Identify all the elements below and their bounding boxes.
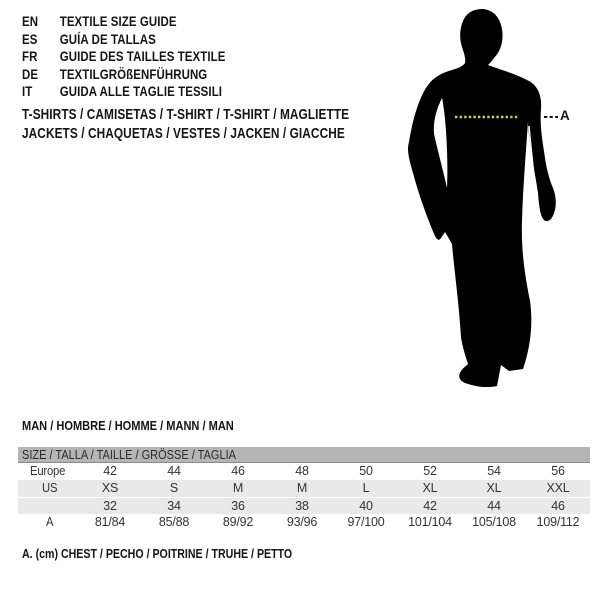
size-value: 44: [487, 499, 501, 513]
size-value: 38: [295, 499, 309, 513]
lang-code: ES: [22, 30, 38, 47]
size-value: 46: [551, 499, 565, 513]
row-label: US: [41, 481, 57, 495]
size-value: 46: [231, 464, 245, 478]
size-value: 81/84: [94, 515, 126, 529]
lang-code: FR: [22, 48, 38, 64]
lang-title: GUIDA ALLE TAGLIE TESSILI: [59, 83, 223, 99]
measurement-footnote: A. (cm) CHEST / PECHO / POITRINE / TRUHE / PETTO: [22, 547, 293, 561]
size-value: XXL: [546, 481, 570, 495]
size-value: 44: [167, 464, 181, 478]
arm-torso-gap: [434, 98, 448, 188]
language-title-list: [22, 13, 416, 101]
row-label: A: [45, 515, 54, 529]
lang-row-es: [22, 31, 416, 49]
table-row-a-chest: [18, 514, 590, 531]
category-tshirts: T-SHIRTS / CAMISETAS / T-SHIRT / T-SHIRT / MAGLIETTE: [22, 106, 350, 123]
size-value: 50: [359, 464, 373, 478]
size-table: [18, 447, 590, 531]
arm-torso-gap-right: [529, 126, 535, 186]
size-value: 93/96: [286, 515, 318, 529]
size-value: L: [362, 481, 370, 495]
size-value: XL: [486, 481, 502, 495]
lang-code: DE: [22, 65, 39, 82]
size-value: 42: [103, 464, 117, 478]
size-table-header: [18, 447, 590, 463]
size-value: 36: [231, 499, 245, 513]
lang-title: GUIDE DES TAILLES TEXTILE: [59, 48, 226, 64]
table-row-numeric: [18, 497, 590, 514]
lang-title: GUÍA DE TALLAS: [59, 30, 156, 47]
section-title-man: MAN / HOMBRE / HOMME / MANN / MAN: [22, 418, 234, 433]
size-value: 105/108: [472, 515, 516, 529]
size-value: 56: [551, 464, 565, 478]
size-value: 40: [359, 499, 373, 513]
lang-title: TEXTILE SIZE GUIDE: [59, 13, 177, 29]
size-value: 52: [423, 464, 437, 478]
man-silhouette: [408, 9, 556, 387]
lang-row-fr: [22, 48, 416, 66]
category-jackets: JACKETS / CHAQUETAS / VESTES / JACKEN / GIACCHE: [22, 124, 345, 142]
lang-title: TEXTILGRÖßENFÜHRUNG: [59, 65, 208, 82]
lang-code: EN: [22, 13, 39, 29]
size-table-header-label: SIZE / TALLA / TAILLE / GRÖSSE / TAGLIA: [22, 448, 236, 462]
size-value: XL: [422, 481, 438, 495]
size-value: 34: [167, 499, 181, 513]
measurement-label-a: A: [560, 108, 570, 123]
size-value: 101/104: [408, 515, 452, 529]
size-value: 89/92: [222, 515, 254, 529]
size-value: M: [232, 481, 244, 495]
size-value: S: [169, 481, 179, 495]
row-label: Europe: [30, 464, 66, 478]
size-value: 48: [295, 464, 309, 478]
table-row-europe: [18, 463, 590, 480]
lang-row-it: [22, 83, 416, 101]
product-categories: [22, 106, 433, 143]
size-value: 42: [423, 499, 437, 513]
size-value: 85/88: [158, 515, 190, 529]
size-value: 32: [103, 499, 117, 513]
size-value: 54: [487, 464, 501, 478]
table-row-us: [18, 480, 590, 497]
lang-row-de: [22, 66, 416, 84]
size-value: XS: [101, 481, 119, 495]
lang-code: IT: [22, 83, 33, 99]
row-label: [18, 498, 78, 514]
size-value: M: [296, 481, 308, 495]
size-value: 109/112: [536, 515, 580, 529]
size-value: 97/100: [347, 515, 385, 529]
lang-row-en: [22, 13, 416, 31]
